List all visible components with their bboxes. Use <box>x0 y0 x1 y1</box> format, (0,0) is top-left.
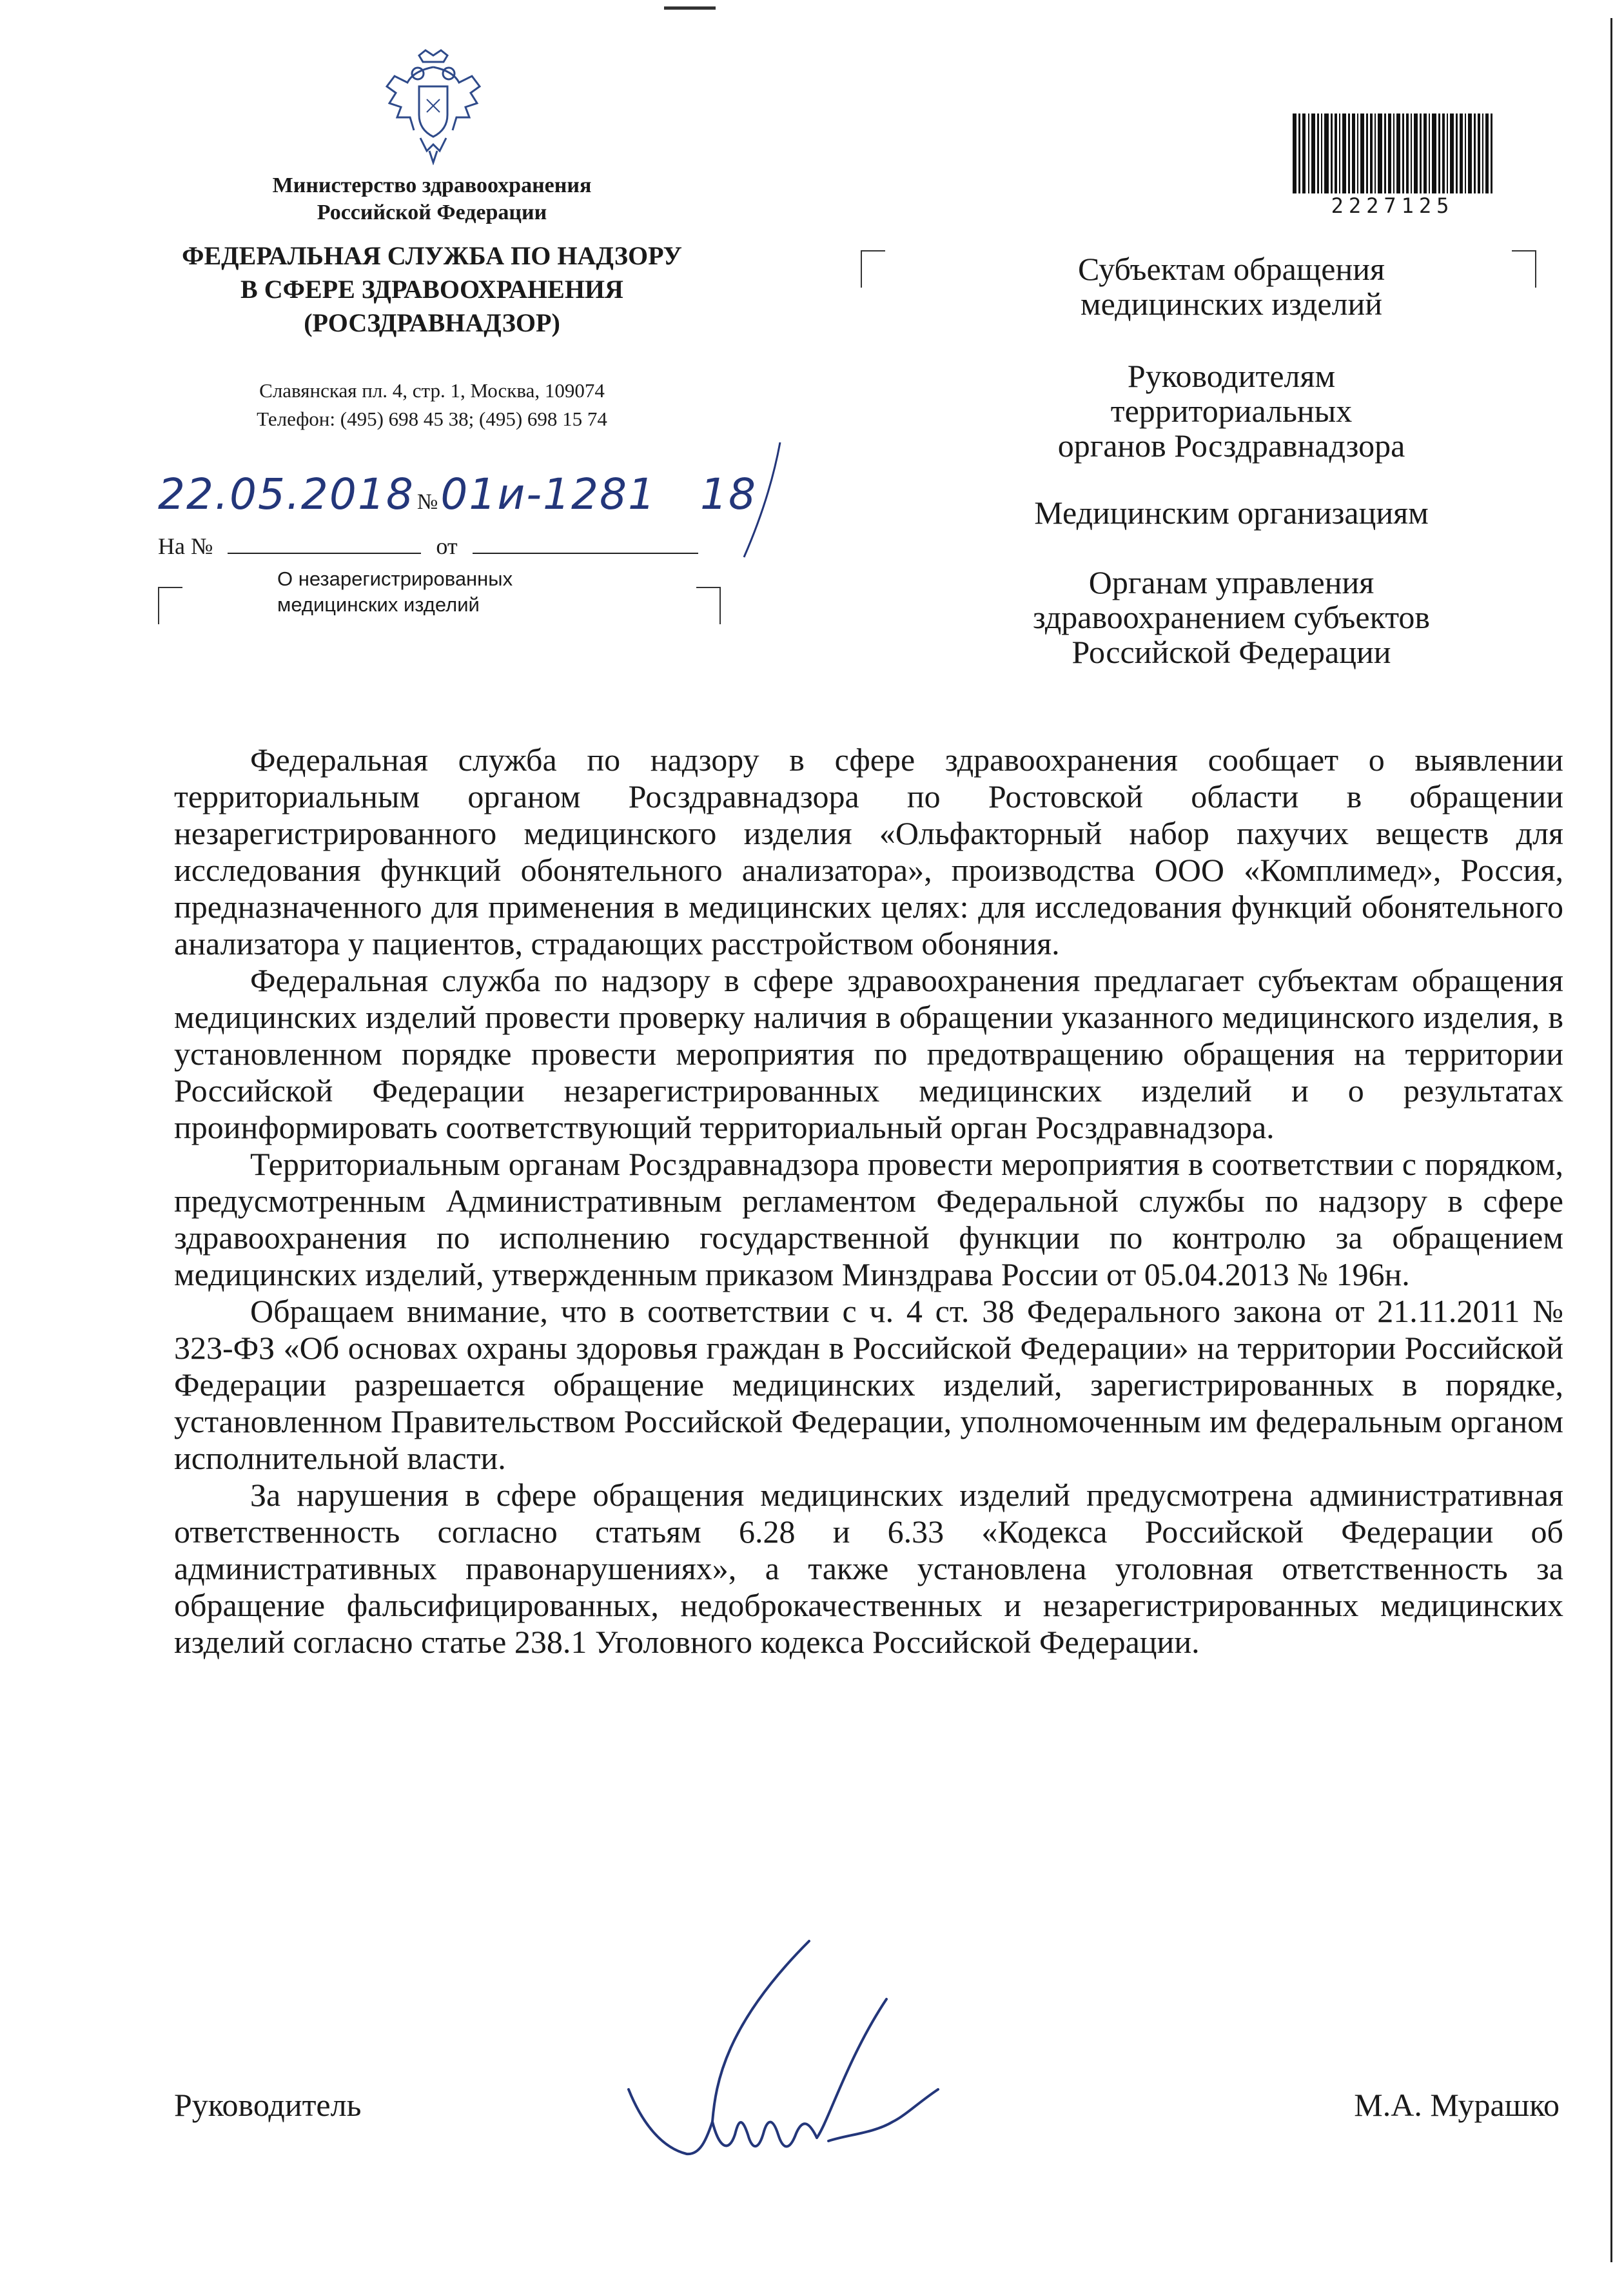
reply-number-blank <box>228 535 421 554</box>
subject-corner-left <box>158 587 182 624</box>
recipient-2-line2: территориальных <box>1110 393 1353 429</box>
registration-number: 01и-1281 <box>440 469 656 519</box>
signatory-title: Руководитель <box>174 2087 362 2123</box>
service-name-line3: (РОСЗДРАВНАДЗОР) <box>304 308 560 337</box>
recipient-1-line1: Субъектам обращения <box>1078 251 1385 287</box>
recipient-2-line3: органов Росздравнадзора <box>1057 428 1405 464</box>
service-phone: Телефон: (495) 698 45 38; (495) 698 15 74 <box>257 408 607 430</box>
service-address: Славянская пл. 4, стр. 1, Москва, 109074 <box>259 379 605 402</box>
recipient-4-line1: Органам управления <box>1088 564 1375 600</box>
recipient-2-line1: Руководителям <box>1127 358 1336 394</box>
body-paragraph-4: Обращаем внимание, что в соответствии с ч. 4 ст. 38 Федерального закона от 21.11.2011 № 323-ФЗ «Об основах охраны здоровья граждан в Российской Федерации» на территории Российской Федерации разрешается обращение медицинских изделий, зарегистрированных в порядке, установленном Правительством Российской Федерации, уполномоченным им федеральным органом исполнительной власти. <box>174 1293 1563 1476</box>
recipient-4-line3: Российской Федерации <box>1071 634 1391 670</box>
recipient-1-line2: медицинских изделий <box>1080 286 1383 322</box>
service-name-line2: В СФЕРЕ ЗДРАВООХРАНЕНИЯ <box>240 275 623 304</box>
scan-page-edge <box>1610 18 1612 2262</box>
body-paragraph-5: За нарушения в сфере обращения медицинских изделий предусмотрена административная ответственность согласно статьям 6.28 и 6.33 «Кодекса Российской Федерации об административных правонарушениях», а также установлена уголовная ответственность за обращение фальсифицированных, недоброкачественных и незарегистрированных медицинских изделий согласно статье 238.1 Уголовного кодекса Российской Федерации. <box>174 1477 1563 1660</box>
ministry-name-line2: Российской Федерации <box>317 201 547 224</box>
letter-subject <box>277 566 638 618</box>
double-headed-eagle-emblem-icon <box>382 48 485 165</box>
recipients-corner-right <box>1512 250 1536 288</box>
letter-body <box>174 742 1563 1661</box>
reply-label: На № <box>158 533 213 559</box>
subject-line2: медицинских изделий <box>277 593 480 616</box>
subject-corner-right <box>696 587 721 624</box>
recipient-4-line2: здравоохранением субъектов <box>1032 599 1431 635</box>
body-paragraph-3: Территориальным органам Росздравнадзора провести мероприятия в соответствии с порядком, предусмотренным Административным регламентом Федеральной службы по надзору в сфере здравоохранения по исполнению государственной функции по контролю за обращением медицинских изделий, утвержденным приказом Минздрава России от 05.04.2013 № 196н. <box>174 1146 1563 1292</box>
from-label: от <box>436 533 458 559</box>
recipients-corner-left <box>861 250 885 288</box>
signatory-name: М.А. Мурашко <box>1354 2087 1560 2123</box>
handwritten-signature <box>616 1928 1028 2199</box>
subject-line1: О незарегистрированных <box>277 567 513 590</box>
scan-mark-top <box>664 6 716 10</box>
body-paragraph-1: Федеральная служба по надзору в сфере здравоохранения сообщает о выявлении территориальным органом Росздравнадзора по Ростовской области в обращении незарегистрированного медицинского изделия «Ольфакторный набор пахучих веществ для исследования функций обонятельного анализатора», производства ООО «Комплимед», Россия, предназначенного для применения в медицинских целях: для исследования функций обонятельного анализатора у пациентов, страдающих расстройством обоняния. <box>174 742 1563 962</box>
registration-date: 22.05.2018 <box>158 469 415 519</box>
reply-date-blank <box>473 535 698 554</box>
registration-year-suffix: 18 <box>700 469 757 519</box>
reply-reference-line <box>158 533 738 565</box>
ministry-name-line1: Министерство здравоохранения <box>272 173 592 197</box>
recipient-3-line1: Медицинским организациям <box>1034 495 1429 531</box>
service-name-line1: ФЕДЕРАЛЬНАЯ СЛУЖБА ПО НАДЗОРУ <box>182 241 682 270</box>
barcode <box>1293 113 1492 193</box>
number-sign: № <box>416 490 438 514</box>
registration-slash-mark <box>729 439 793 561</box>
barcode-number: 2227125 <box>1331 193 1454 218</box>
body-paragraph-2: Федеральная служба по надзору в сфере здравоохранения предлагает субъектам обращения медицинских изделий провести проверку наличия в обращении указанного медицинского изделия, в установленном порядке провести мероприятия по предотвращению обращения на территории Российской Федерации незарегистрированных медицинских изделий и о результатах проинформировать соответствующий территориальный орган Росздравнадзора. <box>174 962 1563 1145</box>
